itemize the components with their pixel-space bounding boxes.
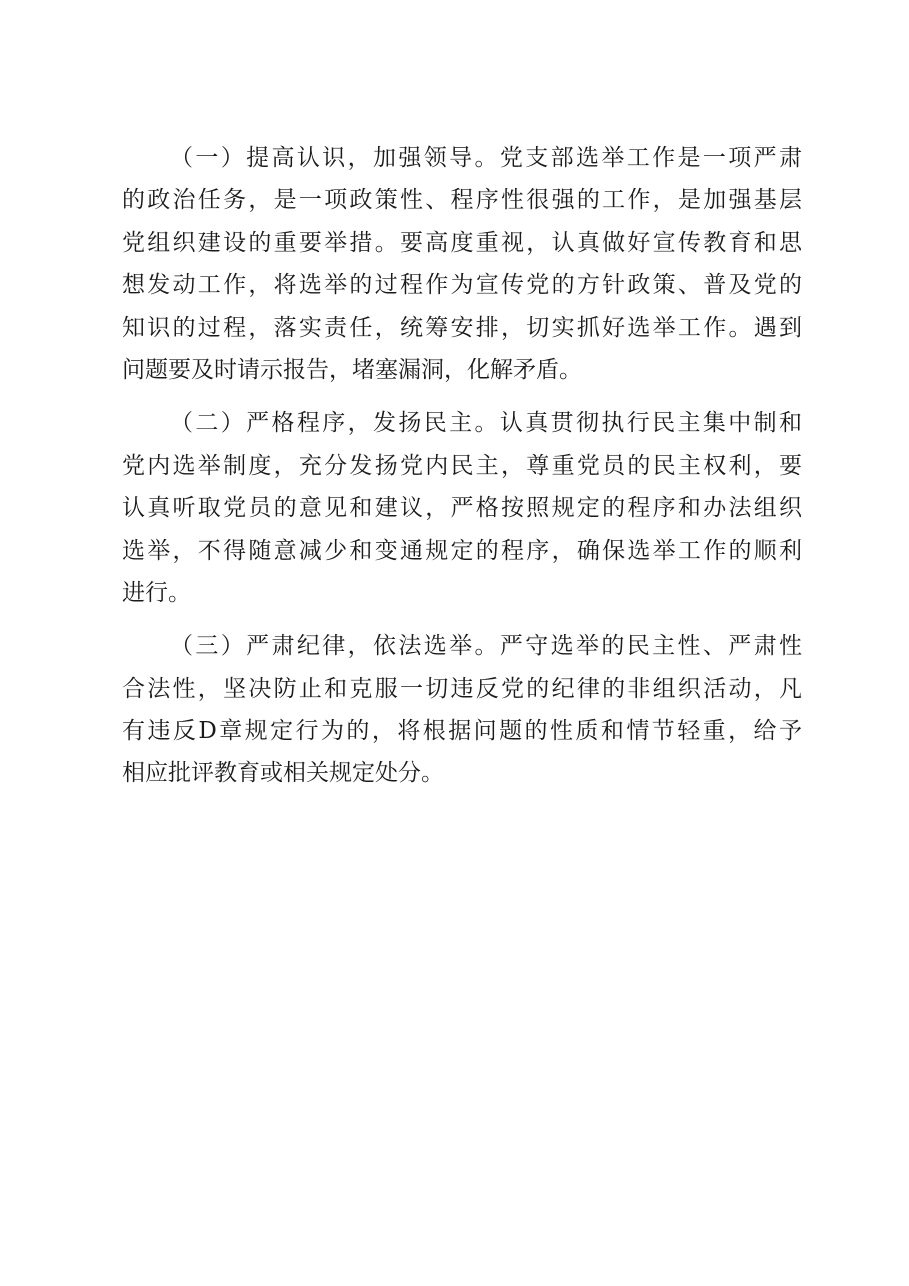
paragraph-line: 想发动工作，将选举的过程作为宣传党的方针政策、普及党的 [122, 272, 802, 299]
paragraph-3 [122, 625, 802, 795]
paragraph-line: （三）严肃纪律，依法选举。严守选举的民主性、严肃性 [170, 633, 802, 660]
paragraph-1 [122, 137, 802, 391]
paragraph-line: 的政治任务，是一项政策性、程序性很强的工作，是加强基层 [122, 187, 802, 214]
paragraph-line: 知识的过程，落实责任，统筹安排，切实抓好选举工作。遇到 [122, 314, 802, 341]
paragraph-line: 选举，不得随意减少和变通规定的程序，确保选举工作的顺利 [122, 537, 802, 564]
document-body [122, 137, 802, 806]
paragraph-line: （二）严格程序，发扬民主。认真贯彻执行民主集中制和 [170, 410, 802, 437]
paragraph-line: 党组织建设的重要举措。要高度重视，认真做好宣传教育和思 [122, 229, 802, 256]
paragraph-2 [122, 402, 802, 614]
paragraph-line: 相应批评教育或相关规定处分。 [122, 760, 444, 787]
paragraph-line: 认真听取党员的意见和建议，严格按照规定的程序和办法组织 [122, 495, 802, 522]
paragraph-line: 党内选举制度，充分发扬党内民主，尊重党员的民主权利，要 [122, 452, 802, 479]
paragraph-line: 问题要及时请示报告，堵塞漏洞，化解矛盾。 [122, 356, 582, 383]
paragraph-line: 合法性，坚决防止和克服一切违反党的纪律的非组织活动，凡 [122, 675, 802, 702]
paragraph-line: 有违反D章规定行为的，将根据问题的性质和情节轻重，给予 [122, 718, 802, 745]
paragraph-line: 进行。 [122, 579, 191, 606]
paragraph-line: （一）提高认识，加强领导。党支部选举工作是一项严肃 [170, 145, 802, 171]
